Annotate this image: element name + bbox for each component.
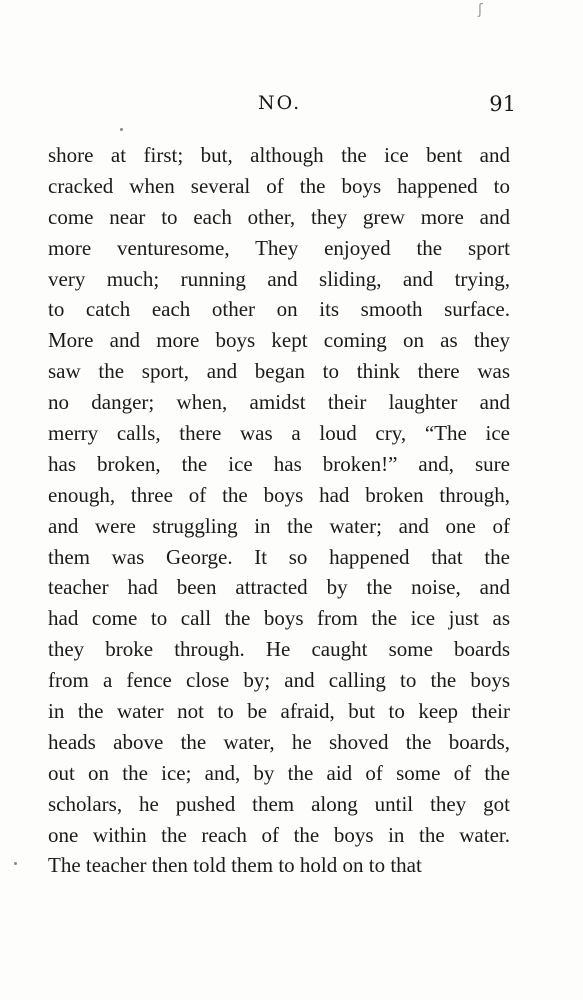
corner-mark-icon: ʃ (478, 2, 483, 18)
text-line: teacher had been attracted by the noise, and (48, 575, 510, 600)
text-line: in the water not to be afraid, but to keep their (48, 699, 510, 724)
text-line: come near to each other, they grew more and (48, 204, 510, 229)
text-line: More and more boys kept coming on as they (48, 328, 510, 353)
text-line: has broken, the ice has broken!” and, sure (48, 451, 510, 476)
text-line: The teacher then told them to hold on to that (48, 853, 422, 878)
text-line: very much; running and sliding, and trying, (48, 266, 510, 291)
text-line: them was George. It so happened that the (48, 544, 510, 569)
text-line: they broke through. He caught some boards (48, 637, 510, 662)
page-number: 91 (489, 92, 516, 116)
text-line: heads above the water, he shoved the boards, (48, 729, 510, 754)
text-line: scholars, he pushed them along until they got (48, 791, 510, 816)
text-line: from a fence close by; and calling to the boys (48, 668, 510, 693)
text-line: enough, three of the boys had broken through, (48, 482, 510, 507)
text-line: out on the ice; and, by the aid of some of the (48, 760, 510, 785)
text-line: cracked when several of the boys happened to (48, 173, 510, 198)
text-line: one within the reach of the boys in the water. (48, 822, 510, 847)
body-text (48, 140, 516, 881)
ink-speck (120, 128, 123, 131)
text-line: shore at first; but, although the ice bent and (48, 143, 510, 167)
running-header (48, 92, 516, 122)
text-line: more venturesome, They enjoyed the sport (48, 235, 510, 260)
ink-speck (14, 862, 17, 865)
text-line: merry calls, there was a loud cry, “The ice (48, 421, 510, 446)
text-line: had come to call the boys from the ice just as (48, 606, 510, 631)
header-title: NO. (258, 92, 302, 114)
text-line: no danger; when, amidst their laughter and (48, 390, 510, 415)
text-line: and were struggling in the water; and one of (48, 513, 510, 538)
text-line: to catch each other on its smooth surface. (48, 297, 510, 322)
text-line: saw the sport, and began to think there was (48, 359, 510, 384)
